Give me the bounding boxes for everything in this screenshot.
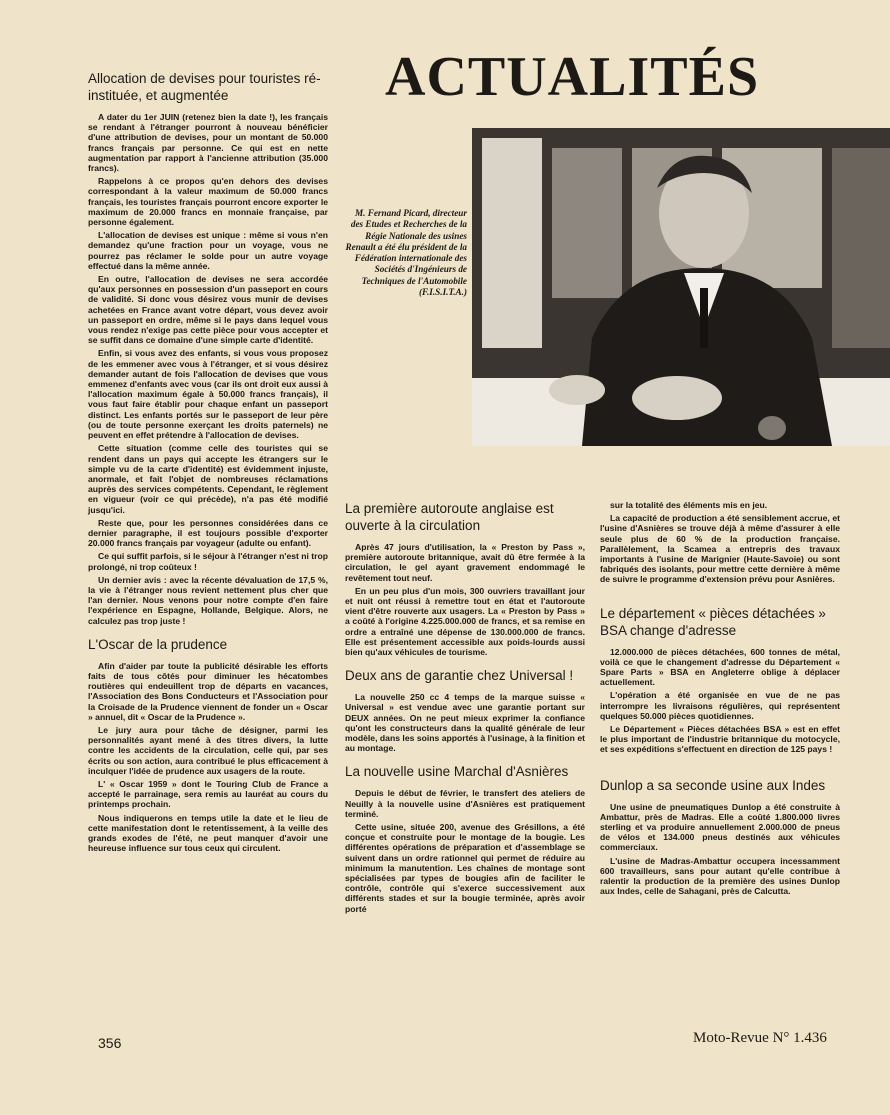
article-paragraph: Afin d'aider par toute la publicité désirable les efforts faits de tous côtés pour diminuer les hécatombes routières qui endeuillent trop de départs en vacances, l'Association des Bons Conducteurs et l'Association pour la Croisade de la Prudence viennent de fonder un « Oscar » annuel, dit « Oscar de la Prudence ». xyxy=(88,660,328,722)
article-paragraph: L' « Oscar 1959 » dont le Touring Club de France a accepté le parrainage, sera remis au lauréat au cours du printemps prochain. xyxy=(88,778,328,810)
article-title: La nouvelle usine Marchal d'Asnières xyxy=(345,764,569,780)
article-paragraph: L'allocation de devises est unique : même si vous n'en demandez qu'une fraction pour un voyage, vous ne pourrez pas réclamer le solde pour un autre voyage effectué dans la même année. xyxy=(88,230,328,271)
article-paragraph: Cette situation (comme celle des touristes qui se rendent dans un pays qui accepte les étrangers sur le simple vu de la carte d'identité) est évidemment injuste, anormale, et fait l'objet de nombreuses réclamations auprès des services compétents. Cependant, le règlement en vigueur (voir ce qui précède), n'a pas été modifié jusqu'ici. xyxy=(88,443,328,515)
article-paragraph: L'opération a été organisée en vue de ne pas interrompre les livraisons régulières, qui représentent quelques 50.000 pièces quotidiennes. xyxy=(600,690,840,721)
article-title: L'Oscar de la prudence xyxy=(88,636,228,652)
article-paragraph: Nous indiquerons en temps utile la date et le lieu de cette manifestation dont le retentissement, à la veille des grands exodes de l'été, ne peut manquer d'avoir une heureuse influence sur tous ceux qui circulent. xyxy=(88,812,328,854)
column-middle xyxy=(345,500,585,917)
article-paragraph: Une usine de pneumatiques Dunlop a été construite à Ambattur, près de Madras. Elle a coûté 1.800.000 livres sterling et va produire annuellement 2.000.000 de pneus de vélos et 134.000 pneus destinés aux véhicules commerciaux. xyxy=(600,801,840,853)
article-oscar xyxy=(88,636,328,854)
article-universal xyxy=(345,667,585,753)
article-paragraph: Reste que, pour les personnes considérées dans ce dernier paragraphe, il est toujours possible d'exporter 20.000 francs français par voyageur (adulte ou enfant). xyxy=(88,517,328,549)
article-paragraph: En outre, l'allocation de devises ne sera accordée qu'aux personnes en possession d'un passeport en cours de validité. Si donc vous désirez vous munir de devises achetées en France avant votre départ, vous devez avoir un passeport en ordre, même si le pays dans lequel vous vous rendez n'exige pas cette pièce pour vous accepter et se suffit dans ce domaine d'une simple carte d'identité. xyxy=(88,274,328,346)
article-paragraph: Cette usine, située 200, avenue des Grésillons, a été conçue et construite pour le montage de la bougie. Les différentes opérations de préparation et d'assemblage se suivent dans un ordre rationnel qui permet de réduire au minimum la manutention. Les chaînes de montage sont spécialisées par types de bougies afin de faciliter le contrôle, contrôle qui s'exerce successivement aux différents stades et sur la bougie terminée, après avoir porté xyxy=(345,822,585,914)
article-title: Deux ans de garantie chez Universal ! xyxy=(345,668,574,684)
article-paragraph: En un peu plus d'un mois, 300 ouvriers travaillant jour et nuit ont réussi à remettre tout en état et l'autoroute vient d'être rouverte aux usagers. La « Preston by Pass » a coûté à l'origine 4.225.000.000 de francs, et sa remise en ordre a entraîné une dépense de 130.000.000 de francs. Elle est présentement accessible aux poids-lourds aussi bien qu'aux véhicules de tourisme. xyxy=(345,585,585,658)
article-autoroute xyxy=(345,500,585,657)
article-marchal-continued xyxy=(600,500,840,585)
article-paragraph: A dater du 1er JUIN (retenez bien la date !), les français se rendant à l'étranger pourront à nouveau bénéficier d'une attribution de devises, pour un montant de 50.000 francs français par personne. Ce qui est en nette augmentation par rapport à l'ancienne attribution (35.000 francs). xyxy=(88,112,328,174)
article-paragraph: Depuis le début de février, le transfert des ateliers de Neuilly à la nouvelle usine d'Asnières est pratiquement terminé. xyxy=(345,788,585,819)
page-masthead: ACTUALITÉS xyxy=(385,46,760,108)
portrait-image xyxy=(472,128,890,446)
article-paragraph: Rappelons à ce propos qu'en dehors des devises correspondant à la valeur maximum de 50.000 francs français, les touristes français pourront encore exporter le maximum de 20.000 francs en monnaie française, par personne également. xyxy=(88,176,328,228)
journal-issue: Moto-Revue N° 1.436 xyxy=(693,1030,827,1046)
article-paragraph: Enfin, si vous avez des enfants, si vous vous proposez de les emmener avec vous à l'étranger, et si vous désirez demander autant de fois l'allocation de devises que vous emmenez d'enfants avec vous (car ils ont droit eux aussi à l'allocation maximum égale à 50.000 francs français), il vous faut faire établir pour chaque enfant un passeport distinct. Les enfants portés sur le passeport de leur père (ou de toute personne exerçant les droits paternels) ne peuvent en effet prétendre à l'allocation de devises. xyxy=(88,348,328,441)
article-paragraph: Un dernier avis : avec la récente dévaluation de 17,5 %, la vie à l'étranger nous revient nettement plus cher que l'an dernier. Nous venons pour notre compte d'en faire l'expérience en Espagne, Hollande, Belgique. Alors, ne calculez pas trop juste ! xyxy=(88,574,328,626)
article-dunlop xyxy=(600,777,840,897)
article-marchal xyxy=(345,763,585,913)
article-title: Allocation de devises pour touristes ré-instituée, et augmentée xyxy=(88,71,321,103)
article-paragraph: sur la totalité des éléments mis en jeu. xyxy=(610,500,768,510)
article-title: Dunlop a sa seconde usine aux Indes xyxy=(600,777,826,793)
article-devises xyxy=(88,70,328,626)
page-number: 356 xyxy=(98,1035,122,1051)
article-paragraph: 12.000.000 de pièces détachées, 600 tonnes de métal, voilà ce que le changement d'adresse du Département « Spare Parts » BSA en Angleterre oblige à déplacer actuellement. xyxy=(600,646,840,688)
article-paragraph: Le Département « Pièces détachées BSA » est en effet le plus important de l'industrie britannique du motocycle, et ses expéditions s'effectuent en direction de 125 pays ! xyxy=(600,724,840,755)
article-title: La première autoroute anglaise est ouverte à la circulation xyxy=(345,501,554,533)
article-title: Le département « pièces détachées » BSA change d'adresse xyxy=(600,605,826,638)
article-paragraph: La nouvelle 250 cc 4 temps de la marque suisse « Universal » est vendue avec une garantie portant sur DEUX années. On ne peut mieux exprimer la confiance qu'ont les constructeurs dans la qualité générale de leur modèle, dans les soins apportés à l'usinage, à la finition et au montage. xyxy=(345,692,585,754)
photo-caption: M. Fernand Picard, directeur des Etudes et Recherches de la Régie Nationale des usines Renault a été élu président de la Fédération internationale des Sociétés d'Ingénieurs de Techniques de l'Automobile (F.I.S.I.T.A.) xyxy=(345,208,467,298)
column-left xyxy=(88,70,328,856)
article-paragraph: La capacité de production a été sensiblement accrue, et l'usine d'Asnières se trouve déjà à même d'assurer à elle seule plus de 60 % de la production française. Parallèlement, la Scamea a entrepris des travaux importants à l'usine de Marignier (Haute-Savoie) ou sont fabriqués des isolants, pour mettre cette dernière à même de suivre le programme d'extension prévu pour Asnières. xyxy=(600,513,840,585)
article-bsa xyxy=(600,605,840,755)
article-paragraph: Ce qui suffit parfois, si le séjour à l'étranger n'est ni trop prolongé, ni trop coûteux ! xyxy=(88,551,328,572)
article-paragraph: Le jury aura pour tâche de désigner, parmi les personnalités ayant mené à des titres divers, la lutte contre les accidents de la circulation, celle qui, par ses écrits ou son action, aura contribué le plus efficacement à inculquer l'idée de prudence aux usagers de la route. xyxy=(88,724,328,776)
column-right xyxy=(600,500,840,899)
article-paragraph: Après 47 jours d'utilisation, la « Preston by Pass », première autoroute britannique, avait dû être fermée à la circulation, le gel ayant gravement endommagé le revêtement tout neuf. xyxy=(345,542,585,583)
portrait-photo xyxy=(472,128,890,446)
article-paragraph: L'usine de Madras-Ambattur occupera incessamment 600 travailleurs, sans pour autant qu'elle contribue à ralentir la production de la première des usines Dunlop aux Indes, celle de Sahagani, près de Calcutta. xyxy=(600,855,840,897)
